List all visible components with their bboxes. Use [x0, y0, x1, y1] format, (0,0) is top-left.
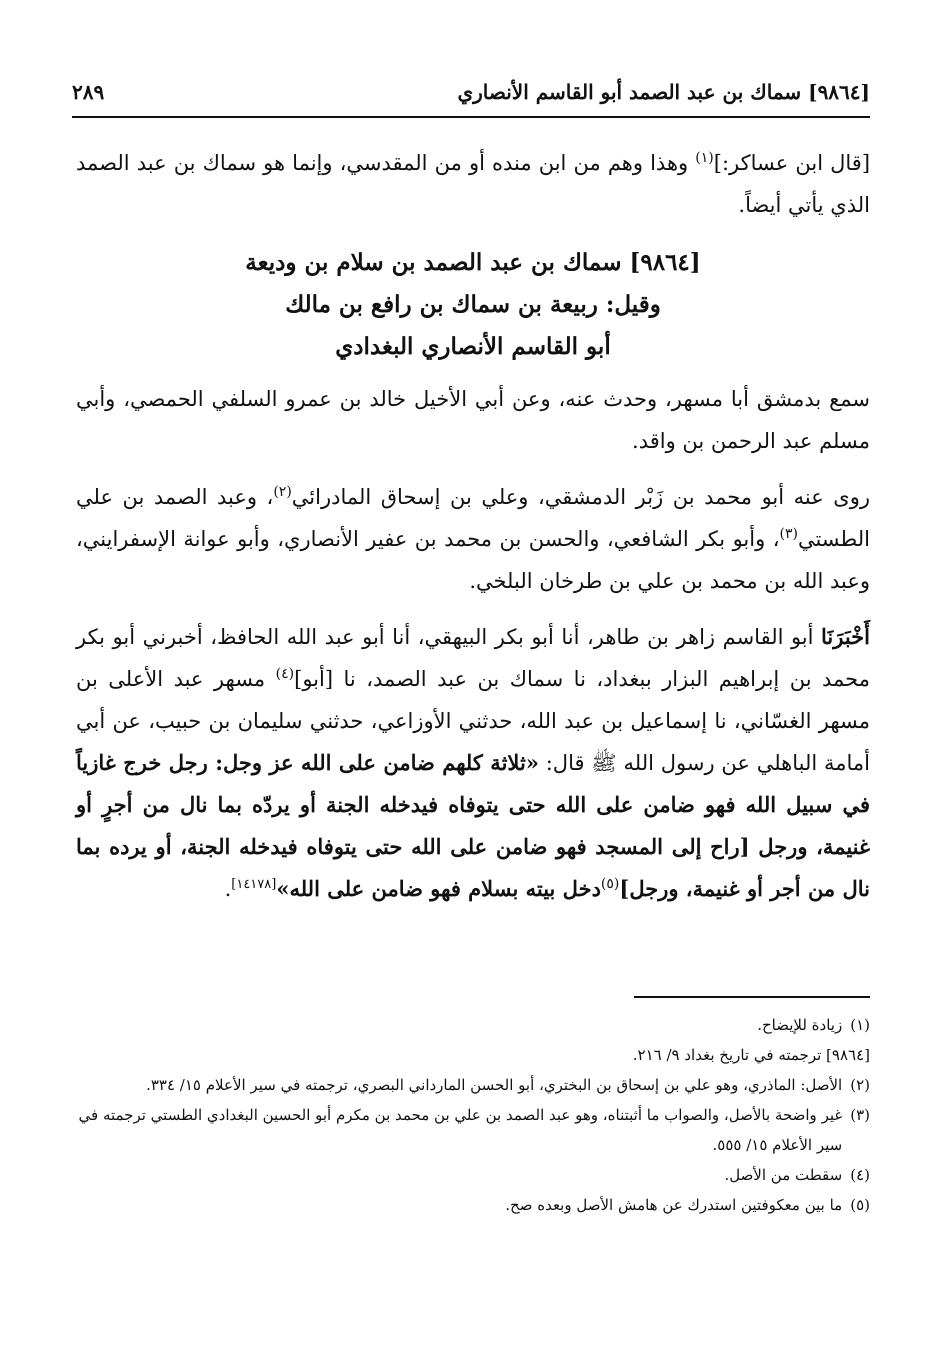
- footnotes: [76, 1010, 870, 1220]
- narrators-part-3: ، وأبو بكر الشافعي، والحسن بن محمد بن عفير الأنصاري، وأبو عوانة الإسفرايني، وعبد الله بن محمد بن علي بن طرخان البلخي.: [76, 527, 870, 593]
- footnote-mark-1: (١): [695, 150, 714, 166]
- paragraph-narrators: [76, 476, 870, 602]
- isnad-part-1: أبو القاسم زاهر بن طاهر، أنا أبو بكر البيهقي، أنا أبو عبد الله الحافظ، أخبرني أبو بكر محمد بن إبراهيم البزار ببغداد، نا سماك بن عبد الصمد، نا [أبو]: [76, 625, 870, 691]
- footnote-text: سقطت من الأصل.: [724, 1166, 843, 1184]
- hadith-end-period: .: [224, 877, 232, 901]
- narrators-part-2: ، وعبد الصمد بن علي الطستي: [76, 485, 870, 551]
- paragraph-hadith: [76, 616, 870, 910]
- running-header: [72, 80, 870, 118]
- footnote-text: غير واضحة بالأصل، والصواب ما أثبتناه، وهو عبد الصمد بن علي بن محمد بن مكرم أبو الحسين البغدادي الطستي ترجمته في سير الأعلام ١٥/ ٥٥٥.: [78, 1106, 843, 1154]
- footnote-item: [76, 1070, 870, 1100]
- footnote-item: [76, 1010, 870, 1040]
- page-number: ٢٨٩: [72, 80, 105, 104]
- intro-paragraph: [76, 142, 870, 226]
- hadith-text-2: دخل بيته بسلام فهو ضامن على الله»: [276, 876, 601, 901]
- main-text: [76, 142, 870, 910]
- footnote-number: (٤): [850, 1166, 870, 1184]
- entry-heading: [76, 242, 870, 368]
- footnote-number: (٢): [850, 1076, 870, 1094]
- entry-heading-line-2: وقيل: ربيعة بن سماك بن رافع بن مالك: [285, 291, 661, 318]
- footnote-text: زيادة للإيضاح.: [757, 1016, 843, 1034]
- hadith-text-1: «ثلاثة كلهم ضامن على الله عز وجل: رجل خرج غازياً في سبيل الله فهو ضامن على الله حتى يتوفاه فيدخله الجنة أو يردّه بما نال من أجرٍ أو غنيمة، ورجل [راح إلى المسجد فهو ضامن على الله حتى يتوفاه فيدخله الجنة، أو يرده بما نال من أجر أو غنيمة، ورجل]: [76, 750, 870, 901]
- isnad-part-2: مسهر عبد الأعلى بن مسهر الغسّاني، نا إسماعيل بن عبد الله، حدثني الأوزاعي، حدثني سليمان بن حبيب، عن أبي أمامة الباهلي عن رسول الله ﷺ قال:: [76, 667, 871, 775]
- footnote-separator: [634, 996, 870, 998]
- footnote-item: [76, 1190, 870, 1220]
- footnote-item: [76, 1040, 870, 1070]
- entry-heading-line-3: أبو القاسم الأنصاري البغدادي: [335, 333, 611, 360]
- footnote-mark-5: (٥): [600, 876, 620, 892]
- narrators-part-1: روى عنه أبو محمد بن زَبْر الدمشقي، وعلي بن إسحاق المادرائي: [291, 485, 870, 509]
- footnote-number: (٣): [850, 1106, 870, 1124]
- entry-heading-line-1: [٩٨٦٤] سماك بن عبد الصمد بن سلام بن وديعة: [245, 249, 701, 276]
- footnote-item: [76, 1100, 870, 1160]
- header-title: [٩٨٦٤] سماك بن عبد الصمد أبو القاسم الأنصاري: [457, 80, 870, 104]
- footnote-item: [76, 1160, 870, 1190]
- hadith-reference-number: [١٤١٧٨]: [231, 877, 277, 892]
- paragraph-heard-from: سمع بدمشق أبا مسهر، وحدث عنه، وعن أبي الأخيل خالد بن عمرو السلفي الحمصي، وأبي مسلم عبد الرحمن بن واقد.: [76, 387, 870, 453]
- intro-text-after: وهذا وهم من ابن منده أو من المقدسي، وإنما هو سماك بن عبد الصمد الذي يأتي أيضاً.: [76, 151, 870, 217]
- footnote-text: [٩٨٦٤] ترجمته في تاريخ بغداد ٩/ ٢١٦.: [632, 1046, 870, 1064]
- footnote-number: (١): [850, 1016, 870, 1034]
- footnote-text: الأصل: الماذري، وهو علي بن إسحاق بن البختري، أبو الحسن المارداني البصري، ترجمته في سير الأعلام ١٥/ ٣٣٤.: [146, 1076, 843, 1094]
- intro-text-before: [قال ابن عساكر:]: [713, 151, 871, 175]
- footnote-text: ما بين معكوفتين استدرك عن هامش الأصل وبعده صح.: [505, 1196, 843, 1214]
- footnote-number: (٥): [850, 1196, 870, 1214]
- akhbarana-word: أَخْبَرَنَا: [821, 624, 870, 649]
- footnote-mark-4: (٤): [275, 666, 295, 682]
- footnote-mark-3: (٣): [779, 526, 798, 542]
- footnote-mark-2: (٢): [273, 484, 292, 500]
